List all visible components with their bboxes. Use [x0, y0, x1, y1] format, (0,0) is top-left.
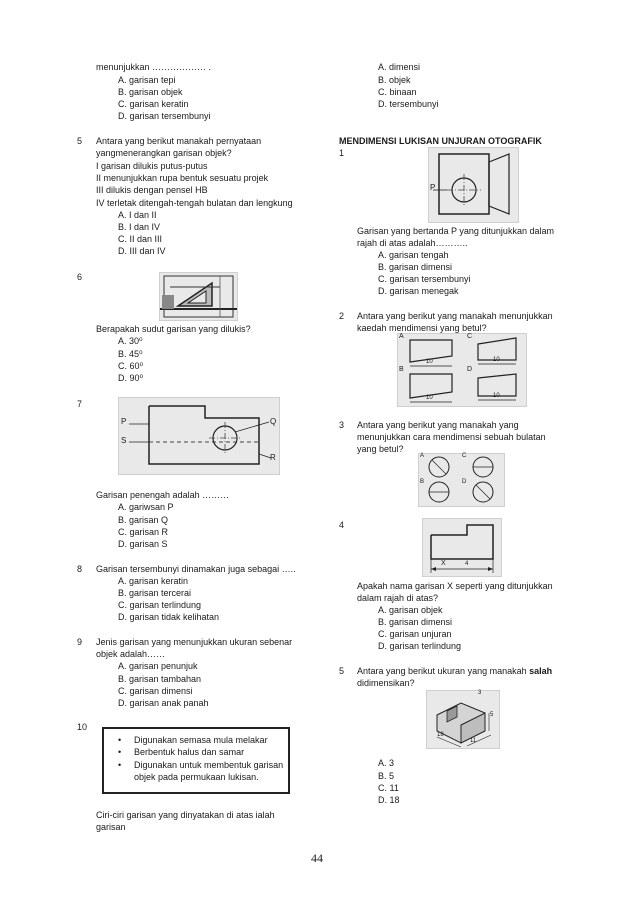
r4-number: 4	[339, 520, 345, 530]
q6-option-d: D. 90⁰	[118, 373, 144, 383]
q8-option-a: A. garisan keratin	[118, 576, 189, 586]
q7-label-p: P	[121, 417, 127, 426]
r5-stem-line2: didimensikan?	[357, 678, 415, 688]
q4-option-a: A. garisan tepi	[118, 75, 176, 85]
r2-label-b: B	[399, 366, 404, 373]
r3-label-c: C	[462, 453, 467, 459]
q7-option-c: C. garisan R	[118, 527, 169, 537]
prev-option-a: A. dimensi	[378, 62, 421, 72]
r1-stem-line1: Garisan yang bertanda P yang ditunjukkan dalam	[357, 226, 554, 236]
q6-option-a: A. 30⁰	[118, 336, 143, 346]
q7-option-a: A. gariwsan P	[118, 502, 174, 512]
section-heading: MENDIMENSI LUKISAN UNJURAN OTOGRAFIK	[339, 136, 542, 146]
q7-number: 7	[77, 399, 83, 409]
q9-option-d: D. garisan anak panah	[118, 698, 209, 708]
r3-label-b: B	[420, 479, 425, 485]
q10-stem-line1: Ciri-ciri garisan yang dinyatakan di atas ialah	[96, 810, 275, 820]
q7-option-b: B. garisan Q	[118, 515, 169, 525]
q5-option-d: D. III dan IV	[118, 246, 166, 256]
q10-bullet-2-dot: •	[118, 747, 122, 757]
q5-statement-1: I garisan dilukis putus-putus	[96, 161, 208, 171]
q7-line-types-figure	[118, 397, 280, 475]
r3-stem-line2: menunjukkan cara mendimensi sebuah bulatan	[357, 432, 546, 442]
q6-stem: Berapakah sudut garisan yang dilukis?	[96, 324, 251, 334]
r5-stem-bold: salah	[529, 666, 553, 676]
q10-bullet-1: Digunakan semasa mula melakar	[134, 735, 268, 745]
r5-label-5: 5	[490, 712, 494, 718]
r2-label-d: D	[467, 366, 473, 373]
q5-stem-line1: Antara yang berikut manakah pernyataan	[96, 136, 262, 146]
r4-option-d: D. garisan terlindung	[378, 641, 462, 651]
q6-option-b: B. 45⁰	[118, 349, 143, 359]
r1-option-b: B. garisan dimensi	[378, 262, 453, 272]
r4-option-b: B. garisan dimensi	[378, 617, 453, 627]
q5-statement-2: II menunjukkan rupa bentuk sesuatu projek	[96, 173, 269, 183]
q8-number: 8	[77, 564, 83, 574]
q5-option-a: A. I dan II	[118, 210, 157, 220]
r1-dimension-figure	[428, 147, 519, 223]
q5-number: 5	[77, 136, 83, 146]
q8-stem: Garisan tersembunyi dinamakan juga sebagai …..	[96, 564, 296, 574]
q9-option-a: A. garisan penunjuk	[118, 661, 198, 671]
q10-bullet-1-dot: •	[118, 735, 122, 745]
q5-option-c: C. II dan III	[118, 234, 163, 244]
q10-bullet-2: Berbentuk halus dan samar	[134, 747, 245, 757]
r5-label-18: 18	[437, 732, 444, 738]
q9-option-b: B. garisan tambahan	[118, 674, 202, 684]
q7-label-r: R	[270, 453, 276, 462]
q9-stem-line1: Jenis garisan yang menunjukkan ukuran sebenar	[96, 637, 293, 647]
q10-bullet-3-cont: objek pada permukaan lukisan.	[134, 772, 259, 782]
q7-label-s: S	[121, 436, 127, 445]
r5-option-a: A. 3	[378, 758, 395, 768]
page-number: 44	[311, 851, 323, 865]
r5-option-d: D. 18	[378, 795, 400, 805]
q8-option-b: B. garisan tercerai	[118, 588, 192, 598]
r5-isometric-block-figure	[426, 690, 500, 749]
q9-option-c: C. garisan dimensi	[118, 686, 193, 696]
r4-stem-line1: Apakah nama garisan X seperti yang ditunjukkan	[357, 581, 553, 591]
r3-stem-line3: yang betul?	[357, 444, 404, 454]
r2-dimension-options-figure	[397, 333, 527, 407]
r1-label-p: P	[430, 183, 436, 192]
r1-option-c: C. garisan tersembunyi	[378, 274, 471, 284]
prev-option-d: D. tersembunyi	[378, 99, 439, 109]
q6-number: 6	[77, 272, 83, 282]
q6-option-c: C. 60⁰	[118, 361, 144, 371]
r5-label-3: 3	[478, 690, 482, 696]
q5-stem-line2: yangmenerangkan garisan objek?	[96, 148, 232, 158]
q8-option-c: C. garisan terlindung	[118, 600, 202, 610]
q4-option-d: D. garisan tersembunyi	[118, 111, 211, 121]
r4-projection-line-figure	[422, 518, 502, 577]
q9-number: 9	[77, 637, 83, 647]
q9-stem-line2: objek adalah……	[96, 649, 166, 659]
r5-label-11: 11	[470, 738, 477, 744]
q7-label-q: Q	[270, 417, 277, 426]
q7-option-d: D. garisan S	[118, 539, 168, 549]
r3-number: 3	[339, 420, 345, 430]
r3-label-a: A	[420, 453, 425, 459]
r2-stem-line1: Antara yang berikut yang manakah menunjukkan	[357, 311, 553, 321]
r2-number: 2	[339, 311, 345, 321]
r4-option-c: C. garisan unjuran	[378, 629, 452, 639]
q8-option-d: D. garisan tidak kelihatan	[118, 612, 220, 622]
r5-stem-line1	[357, 665, 552, 677]
q10-bullet-3-dot: •	[118, 760, 122, 770]
r1-stem-line2: rajah di atas adalah………..	[357, 238, 468, 248]
prev-option-b: B. objek	[378, 75, 411, 85]
q7-stem: Garisan penengah adalah ………	[96, 490, 230, 500]
q4-option-c: C. garisan keratin	[118, 99, 189, 109]
prev-option-c: C. binaan	[378, 87, 417, 97]
r3-stem-line1: Antara yang berikut yang manakah yang	[357, 420, 519, 430]
q10-stem-line2: garisan	[96, 822, 126, 832]
q4-stem: menunjukkan ……………… .	[96, 62, 212, 72]
r3-label-d: D	[462, 479, 467, 485]
q5-option-b: B. I dan IV	[118, 222, 161, 232]
r4-label-dim: 4	[465, 561, 469, 567]
r5-stem-text: Antara yang berikut ukuran yang manakah	[357, 666, 530, 676]
r2-label-a: A	[399, 333, 404, 340]
r2-dim-a: 10	[426, 359, 433, 365]
r2-label-c: C	[467, 333, 473, 340]
q6-set-square-figure	[159, 272, 238, 321]
r4-label-x: X	[441, 560, 446, 567]
r4-option-a: A. garisan objek	[378, 605, 443, 615]
r5-number: 5	[339, 666, 345, 676]
r1-number: 1	[339, 148, 345, 158]
r2-dim-c: 10	[493, 357, 500, 363]
q5-statement-4: IV terletak ditengah-tengah bulatan dan lengkung	[96, 198, 293, 208]
r5-option-c: C. 11	[378, 783, 399, 793]
q10-number: 10	[77, 722, 88, 732]
r2-stem-line2: kaedah mendimensi yang betul?	[357, 323, 487, 333]
r2-dim-b: 10	[426, 395, 433, 401]
r1-option-a: A. garisan tengah	[378, 250, 449, 260]
q4-option-b: B. garisan objek	[118, 87, 183, 97]
r1-option-d: D. garisan menegak	[378, 286, 459, 296]
r2-dim-d: 10	[493, 393, 500, 399]
r4-stem-line2: dalam rajah di atas?	[357, 593, 439, 603]
r5-option-b: B. 5	[378, 771, 395, 781]
q5-statement-3: III dilukis dengan pensel HB	[96, 185, 208, 195]
q10-bullet-3: Digunakan untuk membentuk garisan	[134, 760, 284, 770]
